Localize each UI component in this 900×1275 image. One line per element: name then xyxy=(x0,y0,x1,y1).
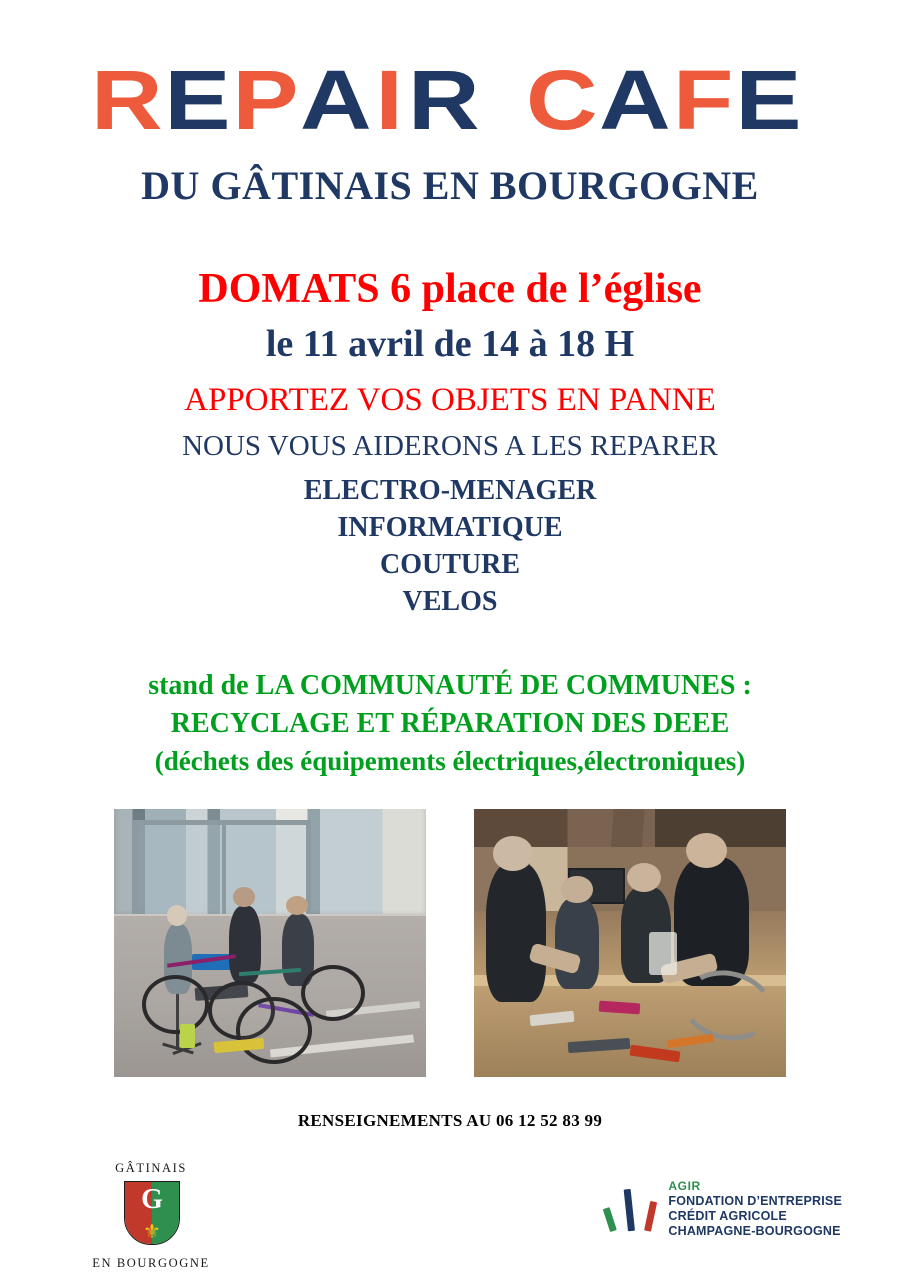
event-category-appliances: ELECTRO-MENAGER xyxy=(303,475,597,507)
repairer-1 xyxy=(486,863,545,1002)
photo-electronics-repair-indoor xyxy=(474,809,786,1077)
agir-mark-bar-green xyxy=(603,1207,617,1232)
crest-initial: G xyxy=(141,1184,163,1216)
logo-letter-5: I xyxy=(375,53,411,147)
event-details xyxy=(0,265,900,621)
event-place: DOMATS 6 place de l’église xyxy=(198,266,702,312)
repairer-4-head xyxy=(686,833,727,868)
bottle xyxy=(180,1024,196,1048)
agir-line-2: FONDATION D’ENTREPRISE xyxy=(668,1193,842,1208)
crest-arc-top: GÂTINAIS xyxy=(115,1161,187,1176)
event-date: le 11 avril de 14 à 18 H xyxy=(265,323,635,366)
event-category-computing: INFORMATIQUE xyxy=(337,512,563,544)
agir-line-3: CRÉDIT AGRICOLE xyxy=(668,1209,787,1224)
agir-a-mark-icon xyxy=(606,1183,658,1235)
deee-line-1: stand de LA COMMUNAUTÉ DE COMMUNES : xyxy=(148,670,752,702)
glass-door xyxy=(133,820,311,924)
logo-letter-3: P xyxy=(232,53,306,147)
crest-arc-bottom: EN BOURGOGNE xyxy=(92,1256,210,1271)
logo-letter-4: A xyxy=(299,53,379,147)
gatinais-crest-logo xyxy=(76,1161,226,1271)
repairer-2 xyxy=(555,898,599,989)
contact-info: RENSEIGNEMENTS AU 06 12 52 83 99 xyxy=(297,1111,603,1131)
deee-line-3: (déchets des équipements électriques,électroniques) xyxy=(154,745,746,776)
fleur-de-lis-icon: ⚜ xyxy=(143,1221,161,1244)
logo-letter-9: F xyxy=(672,53,741,147)
photo-bike-repair-outdoor xyxy=(114,809,426,1077)
repairer-2-head xyxy=(561,876,592,903)
event-category-bikes: VELOS xyxy=(402,586,498,618)
agir-text-block xyxy=(668,1179,842,1239)
event-category-list xyxy=(0,473,900,621)
crest-shield xyxy=(124,1181,180,1245)
photo-row xyxy=(0,809,900,1077)
event-bring-items: APPORTEZ VOS OBJETS EN PANNE xyxy=(184,381,716,418)
deee-line-2: RECYCLAGE ET RÉPARATION DES DEEE xyxy=(170,707,730,739)
logo-letter-7: C xyxy=(526,53,606,147)
bike-wheel-4 xyxy=(301,965,365,1021)
agir-mark-bar-navy xyxy=(624,1189,635,1232)
logo-letter-1: R xyxy=(90,53,170,147)
agir-line-4: CHAMPAGNE-BOURGOGNE xyxy=(668,1224,841,1239)
agir-mark-bar-red xyxy=(644,1201,657,1232)
logo-letter-2: E xyxy=(164,53,238,147)
deee-stand-block xyxy=(0,667,900,779)
poster-logo xyxy=(0,0,900,209)
bike-wheel-3 xyxy=(236,997,313,1064)
repairer-1-head xyxy=(493,836,534,871)
logo-letter-8: A xyxy=(599,53,678,147)
agir-foundation-logo xyxy=(606,1179,842,1239)
logo-letter-6: R xyxy=(407,53,487,147)
logo-text xyxy=(0,53,900,147)
poster-subtitle: DU GÂTINAIS EN BOURGOGNE xyxy=(141,163,759,208)
agir-line-1: AGIR xyxy=(668,1179,701,1194)
plastic-jug xyxy=(649,932,677,975)
footer-logos xyxy=(0,1145,900,1275)
logo-letter-10: E xyxy=(735,53,809,147)
event-category-sewing: COUTURE xyxy=(379,549,520,581)
event-help-text: NOUS VOUS AIDERONS A LES REPARER xyxy=(182,429,718,462)
